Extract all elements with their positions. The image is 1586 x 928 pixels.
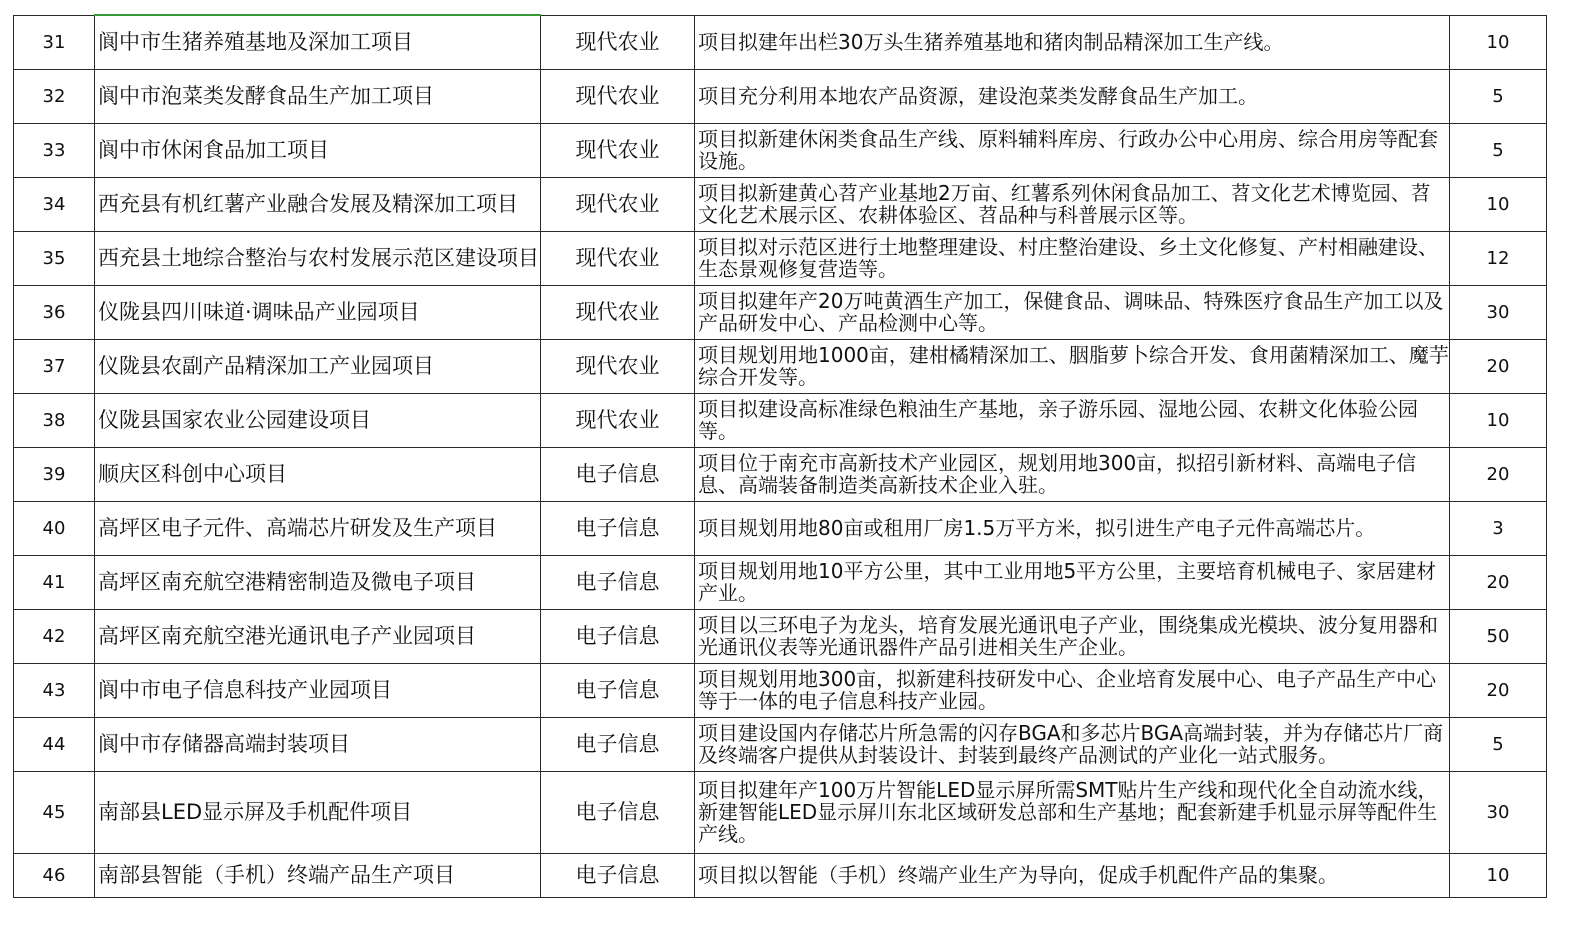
row-number: 37 [14, 339, 95, 393]
industry-category: 电子信息 [541, 609, 695, 663]
table-row [14, 231, 1547, 285]
project-name: 高坪区南充航空港光通讯电子产业园项目 [95, 609, 541, 663]
investment-amount: 5 [1450, 123, 1547, 177]
industry-category: 电子信息 [541, 853, 695, 897]
project-name: 高坪区电子元件、高端芯片研发及生产项目 [95, 501, 541, 555]
project-description: 项目拟以智能（手机）终端产业生产为导向，促成手机配件产品的集聚。 [695, 853, 1450, 897]
row-number: 31 [14, 15, 95, 69]
table-row [14, 447, 1547, 501]
investment-amount: 20 [1450, 339, 1547, 393]
table-row [14, 853, 1547, 897]
project-name: 仪陇县农副产品精深加工产业园项目 [95, 339, 541, 393]
project-name: 南部县智能（手机）终端产品生产项目 [95, 853, 541, 897]
project-description: 项目拟建设高标准绿色粮油生产基地，亲子游乐园、湿地公园、农耕文化体验公园等。 [695, 393, 1450, 447]
table-row [14, 123, 1547, 177]
investment-amount: 10 [1450, 177, 1547, 231]
project-description: 项目规划用地80亩或租用厂房1.5万平方米，拟引进生产电子元件高端芯片。 [695, 501, 1450, 555]
project-name: 阆中市存储器高端封装项目 [95, 717, 541, 771]
project-table-body [14, 15, 1547, 897]
industry-category: 现代农业 [541, 231, 695, 285]
row-number: 42 [14, 609, 95, 663]
project-description: 项目拟建年产100万片智能LED显示屏所需SMT贴片生产线和现代化全自动流水线，新建智能LED显示屏川东北区域研发总部和生产基地；配套新建手机显示屏等配件生产线。 [695, 771, 1450, 853]
project-name: 仪陇县四川味道·调味品产业园项目 [95, 285, 541, 339]
project-table [13, 14, 1547, 898]
row-number: 45 [14, 771, 95, 853]
project-description: 项目以三环电子为龙头，培育发展光通讯电子产业，围绕集成光模块、波分复用器和光通讯仪表等光通讯器件产品引进相关生产企业。 [695, 609, 1450, 663]
row-number: 36 [14, 285, 95, 339]
row-number: 41 [14, 555, 95, 609]
row-number: 32 [14, 69, 95, 123]
table-row [14, 285, 1547, 339]
industry-category: 现代农业 [541, 15, 695, 69]
project-description: 项目拟新建黄心苕产业基地2万亩、红薯系列休闲食品加工、苕文化艺术博览园、苕文化艺术展示区、农耕体验区、苕品种与科普展示区等。 [695, 177, 1450, 231]
table-row [14, 717, 1547, 771]
investment-amount: 30 [1450, 285, 1547, 339]
investment-amount: 10 [1450, 15, 1547, 69]
project-name: 西充县土地综合整治与农村发展示范区建设项目 [95, 231, 541, 285]
table-row [14, 501, 1547, 555]
investment-amount: 20 [1450, 447, 1547, 501]
industry-category: 电子信息 [541, 663, 695, 717]
table-row [14, 663, 1547, 717]
industry-category: 现代农业 [541, 339, 695, 393]
project-name: 仪陇县国家农业公园建设项目 [95, 393, 541, 447]
table-row [14, 177, 1547, 231]
project-description: 项目充分利用本地农产品资源，建设泡菜类发酵食品生产加工。 [695, 69, 1450, 123]
investment-amount: 10 [1450, 393, 1547, 447]
industry-category: 电子信息 [541, 771, 695, 853]
project-description: 项目拟新建休闲类食品生产线、原料辅料库房、行政办公中心用房、综合用房等配套设施。 [695, 123, 1450, 177]
investment-amount: 10 [1450, 853, 1547, 897]
project-name: 西充县有机红薯产业融合发展及精深加工项目 [95, 177, 541, 231]
industry-category: 电子信息 [541, 447, 695, 501]
industry-category: 电子信息 [541, 501, 695, 555]
investment-amount: 20 [1450, 663, 1547, 717]
project-name: 阆中市休闲食品加工项目 [95, 123, 541, 177]
row-number: 43 [14, 663, 95, 717]
industry-category: 电子信息 [541, 555, 695, 609]
table-row [14, 555, 1547, 609]
project-name: 南部县LED显示屏及手机配件项目 [95, 771, 541, 853]
investment-amount: 5 [1450, 69, 1547, 123]
project-description: 项目拟对示范区进行土地整理建设、村庄整治建设、乡土文化修复、产村相融建设、生态景观修复营造等。 [695, 231, 1450, 285]
table-row [14, 69, 1547, 123]
row-number: 34 [14, 177, 95, 231]
project-name: 阆中市电子信息科技产业园项目 [95, 663, 541, 717]
table-row [14, 771, 1547, 853]
project-description: 项目拟建年产20万吨黄酒生产加工，保健食品、调味品、特殊医疗食品生产加工以及产品研发中心、产品检测中心等。 [695, 285, 1450, 339]
industry-category: 现代农业 [541, 177, 695, 231]
project-description: 项目拟建年出栏30万头生猪养殖基地和猪肉制品精深加工生产线。 [695, 15, 1450, 69]
row-number: 44 [14, 717, 95, 771]
investment-amount: 20 [1450, 555, 1547, 609]
project-name: 阆中市泡菜类发酵食品生产加工项目 [95, 69, 541, 123]
industry-category: 现代农业 [541, 285, 695, 339]
investment-amount: 30 [1450, 771, 1547, 853]
project-description: 项目规划用地10平方公里，其中工业用地5平方公里，主要培育机械电子、家居建材产业。 [695, 555, 1450, 609]
row-number: 35 [14, 231, 95, 285]
row-number: 39 [14, 447, 95, 501]
investment-amount: 50 [1450, 609, 1547, 663]
investment-amount: 3 [1450, 501, 1547, 555]
row-number: 38 [14, 393, 95, 447]
project-name: 高坪区南充航空港精密制造及微电子项目 [95, 555, 541, 609]
industry-category: 电子信息 [541, 717, 695, 771]
industry-category: 现代农业 [541, 393, 695, 447]
row-number: 33 [14, 123, 95, 177]
row-number: 46 [14, 853, 95, 897]
investment-amount: 12 [1450, 231, 1547, 285]
table-row [14, 609, 1547, 663]
table-row [14, 393, 1547, 447]
industry-category: 现代农业 [541, 123, 695, 177]
project-name: 顺庆区科创中心项目 [95, 447, 541, 501]
table-row [14, 15, 1547, 69]
project-description: 项目建设国内存储芯片所急需的闪存BGA和多芯片BGA高端封装，并为存储芯片厂商及终端客户提供从封装设计、封装到最终产品测试的产业化一站式服务。 [695, 717, 1450, 771]
project-name: 阆中市生猪养殖基地及深加工项目 [95, 15, 541, 69]
project-description: 项目规划用地300亩，拟新建科技研发中心、企业培育发展中心、电子产品生产中心等于一体的电子信息科技产业园。 [695, 663, 1450, 717]
project-description: 项目规划用地1000亩，建柑橘精深加工、胭脂萝卜综合开发、食用菌精深加工、魔芋综合开发等。 [695, 339, 1450, 393]
row-number: 40 [14, 501, 95, 555]
table-row [14, 339, 1547, 393]
investment-amount: 5 [1450, 717, 1547, 771]
industry-category: 现代农业 [541, 69, 695, 123]
project-description: 项目位于南充市高新技术产业园区，规划用地300亩，拟招引新材料、高端电子信息、高端装备制造类高新技术企业入驻。 [695, 447, 1450, 501]
